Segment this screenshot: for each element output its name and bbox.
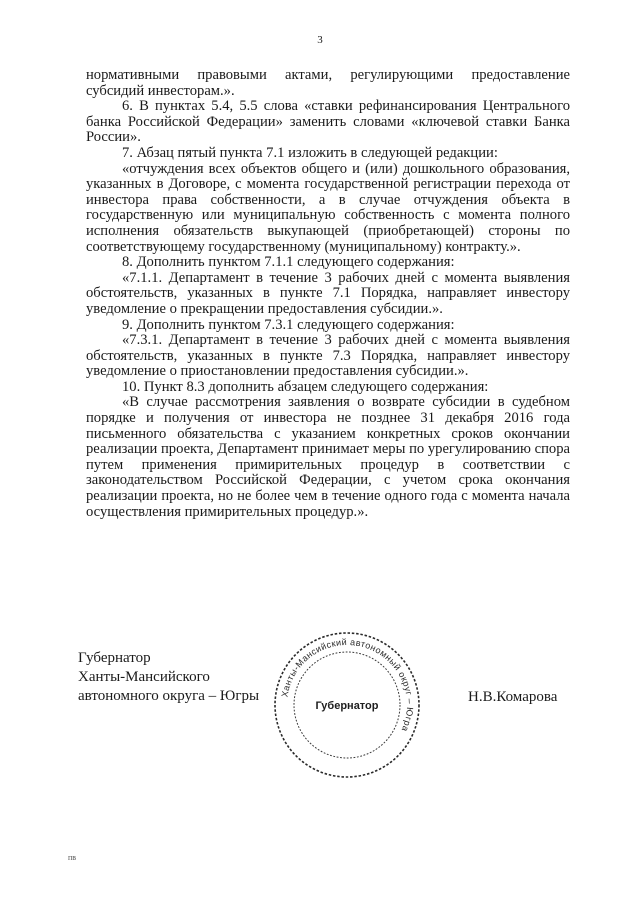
paragraph: 9. Дополнить пунктом 7.3.1 следующего содержания: bbox=[122, 316, 455, 333]
paragraph: «В случае рассмотрения заявления о возврате субсидии в судебном порядке и получения от инвестора не позднее 31 декабря 2016 года письменного обязательства с указанием конкретных сроков окончании реализации проекта, Департамент принимает меры по урегулированию спора путем применения примирительных процедур в соответствии с законодательством Российской Федерации, с учетом срока окончания реализации проекта, но не более чем в течение одного года с момента начала осуществления примирительных процедур.». bbox=[86, 394, 570, 520]
footer-code: пв bbox=[68, 853, 77, 862]
official-stamp bbox=[270, 628, 424, 782]
signatory-name: Н.В.Комарова bbox=[468, 689, 558, 705]
svg-text:Ханты-Мансийский автономный ок bbox=[280, 637, 416, 733]
signatory-position-line: Губернатор bbox=[78, 650, 151, 666]
paragraph: «7.1.1. Департамент в течение 3 рабочих дней с момента выявления обстоятельств, указанных в пункте 7.1 Порядка, направляет инвестору уведомление о прекращении предоставления субсидии.». bbox=[86, 269, 570, 317]
signatory-position-line: автономного округа – Югры bbox=[78, 688, 260, 704]
paragraph: 6. В пунктах 5.4, 5.5 слова «ставки рефинансирования Центрального банка Российской Федерации» заменить словами «ключевой ставки Банка России». bbox=[86, 98, 570, 146]
paragraph: «отчуждения всех объектов общего и (или) дошкольного образования, указанных в Договоре, с момента государственной регистрации перехода от инвестора права собственности, а в случае отчуждения объекта в государственную или муниципальную собственность с момента полного исполнения обязательств выкупающей (приобретающей) стороны по соответствующему государственному (муниципальному) контракту.». bbox=[86, 160, 570, 255]
paragraph: 10. Пункт 8.3 дополнить абзацем следующего содержания: bbox=[122, 378, 489, 395]
paragraph: нормативными правовыми актами, регулирующими предоставление субсидий инвесторам.». bbox=[86, 67, 570, 99]
signatory-position bbox=[78, 649, 259, 706]
paragraph: 8. Дополнить пунктом 7.1.1 следующего содержания: bbox=[122, 254, 455, 271]
stamp-ring-text: Ханты-Мансийский автономный округ – Югра bbox=[279, 636, 416, 734]
stamp-center-text: Губернатор bbox=[315, 700, 379, 712]
signatory-position-line: Ханты-Мансийского bbox=[78, 669, 210, 685]
page-number: 3 bbox=[317, 34, 323, 46]
document-body bbox=[86, 68, 570, 520]
paragraph: 7. Абзац пятый пункта 7.1 изложить в следующей редакции: bbox=[122, 144, 498, 161]
paragraph: «7.3.1. Департамент в течение 3 рабочих дней с момента выявления обстоятельств, указанных в пункте 7.3 Порядка, направляет инвестору уведомление о приостановлении предоставления субсидии.». bbox=[86, 332, 570, 380]
